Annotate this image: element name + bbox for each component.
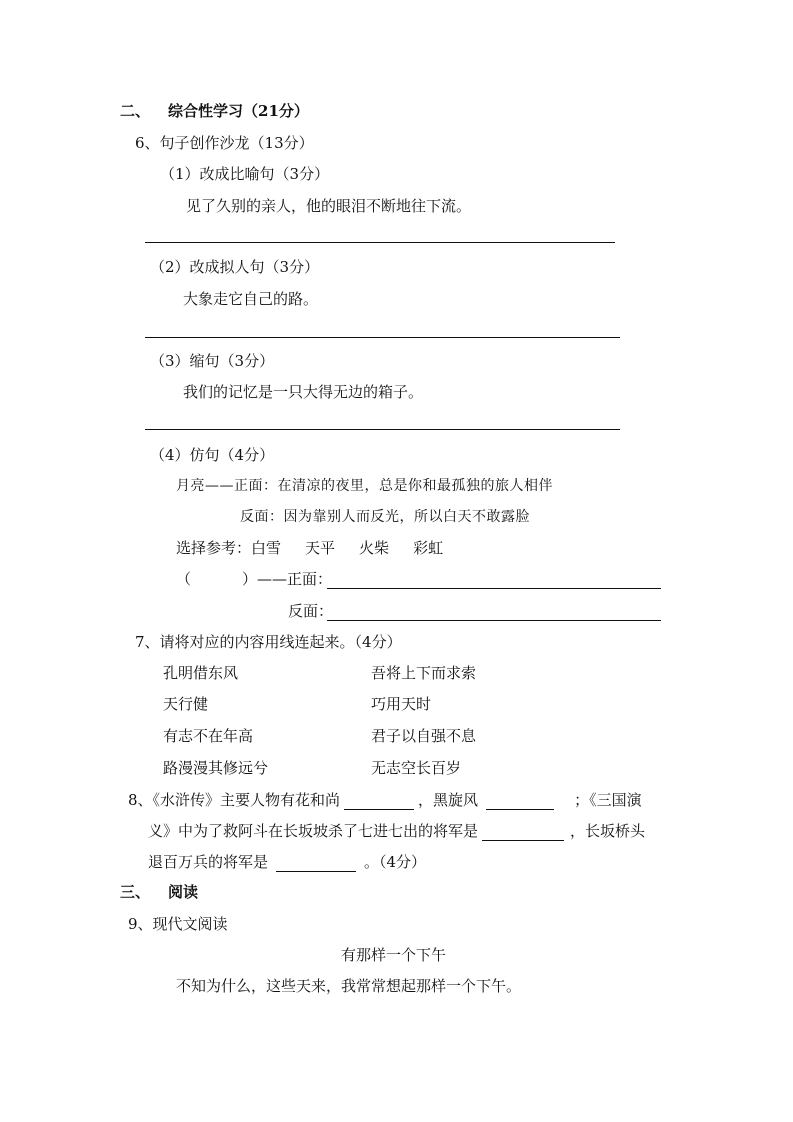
section-2-heading: 综合性学习（21分） xyxy=(168,102,309,120)
q7-left-item[interactable]: 有志不在年高 xyxy=(163,727,254,745)
q8-blank-changbanqiao-general[interactable] xyxy=(276,853,356,872)
q8-blank-hua-heshang[interactable] xyxy=(344,791,414,810)
q6-part4-blank-word[interactable] xyxy=(196,569,240,589)
q8-text: 8、《水浒传》主要人物有花和尚 xyxy=(128,791,341,809)
q6-part1-sentence: 见了久别的亲人，他的眼泪不断地往下流。 xyxy=(186,197,472,215)
q6-part1-answer-line[interactable] xyxy=(145,242,615,243)
q8-text: ，长坂桥头 xyxy=(570,822,646,840)
q6-part4-paren-open: （ xyxy=(176,570,192,588)
q7-right-item[interactable]: 巧用天时 xyxy=(371,695,432,713)
q7-right-item[interactable]: 君子以自强不息 xyxy=(371,727,477,745)
q7-right-item[interactable]: 吾将上下而求索 xyxy=(371,664,477,682)
section-2-number: 二、 xyxy=(120,102,151,120)
q6-part4-example-back: 反面：因为靠别人而反光，所以白天不敢露脸 xyxy=(240,509,530,525)
q7-left-item[interactable]: 路漫漫其修远兮 xyxy=(163,759,269,777)
q6-part1-label: （1）改成比喻句（3分） xyxy=(160,165,330,183)
q8-text: 义》中为了救阿斗在长坂坡杀了七进七出的将军是 xyxy=(148,822,479,840)
q7-left-item[interactable]: 天行健 xyxy=(163,695,209,713)
q8-blank-hei-xuanfeng[interactable] xyxy=(486,791,554,810)
q6-part4-options-label: 选择参考： xyxy=(176,539,252,557)
section-3-heading: 阅读 xyxy=(168,883,199,901)
q8-text: 。（4分） xyxy=(364,853,427,871)
q8-line-2 xyxy=(148,821,645,841)
q8-blank-changbanpo-general[interactable] xyxy=(482,822,564,841)
q6-part4-label: （4）仿句（4分） xyxy=(150,446,275,464)
q8-line-3 xyxy=(148,852,426,872)
option-item: 天平 xyxy=(305,539,336,557)
q6-part4-options xyxy=(176,538,443,558)
q6-part4-back-answer-line[interactable] xyxy=(327,620,661,621)
q8-text: ，黑旋风 xyxy=(418,791,479,809)
passage-title: 有那样一个下午 xyxy=(341,946,447,964)
q6-part3-sentence: 我们的记忆是一只大得无边的箱子。 xyxy=(183,383,424,401)
option-item: 彩虹 xyxy=(413,539,444,557)
q6-part4-example-front: 月亮——正面：在清凉的夜里，总是你和最孤独的旅人相伴 xyxy=(176,478,553,494)
q6-part3-answer-line[interactable] xyxy=(145,429,620,430)
q7-left-item[interactable]: 孔明借东风 xyxy=(163,664,239,682)
option-item: 白雪 xyxy=(251,539,282,557)
q6-part4-front-answer-line[interactable] xyxy=(327,588,661,589)
q6-part2-label: （2）改成拟人句（3分） xyxy=(150,258,320,276)
q8-line-1 xyxy=(128,790,642,810)
q6-title: 6、句子创作沙龙（13分） xyxy=(135,134,314,152)
q7-right-item[interactable]: 无志空长百岁 xyxy=(371,759,462,777)
q7-title: 7、请将对应的内容用线连起来。（4分） xyxy=(135,633,402,651)
q6-part2-sentence: 大象走它自己的路。 xyxy=(183,290,319,308)
q6-part2-answer-line[interactable] xyxy=(145,337,620,338)
q9-title: 9、现代文阅读 xyxy=(128,915,228,933)
q6-part3-label: （3）缩句（3分） xyxy=(150,352,275,370)
passage-first-line: 不知为什么，这些天来，我常常想起那样一个下午。 xyxy=(176,977,522,995)
q6-part4-back-label: 反面： xyxy=(288,602,334,620)
q8-text: 退百万兵的将军是 xyxy=(148,853,269,871)
option-item: 火柴 xyxy=(359,539,390,557)
q8-text: ；《三国演 xyxy=(574,791,642,809)
q6-part4-front-label: ）——正面： xyxy=(242,570,333,588)
section-3-number: 三、 xyxy=(120,883,151,901)
